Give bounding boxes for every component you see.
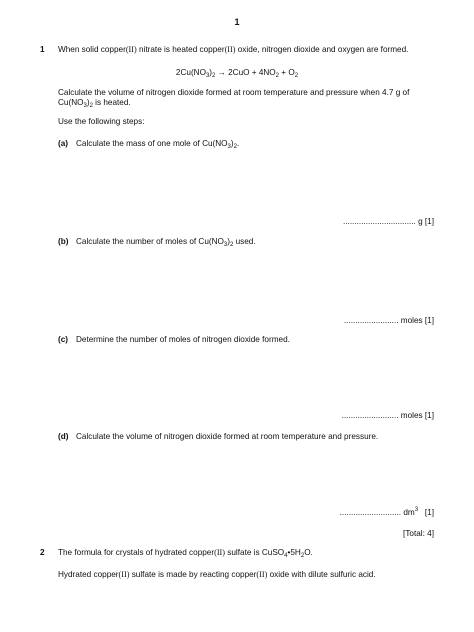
part-a-question: Calculate the mass of one mole of $Cu(NO_3)_2$.	[76, 139, 240, 150]
page-number: 1	[234, 17, 240, 27]
steps-intro: Use the following steps:	[58, 117, 145, 126]
part-d-label: (d)	[58, 432, 69, 441]
part-c-label: (c)	[58, 335, 69, 344]
question-1-total: [Total: 4]	[403, 529, 434, 538]
part-d-question: Calculate the volume of nitrogen dioxide formed at room temperature and pressure.	[76, 432, 379, 441]
part-a-label: (a)	[58, 139, 69, 148]
part-b-label: (b)	[58, 237, 69, 246]
question-2-formula-statement: The formula for crystals of hydrated copper(II) sulfate is $CuSO_4•5H_2O$.	[58, 548, 313, 559]
part-c-answer-line[interactable]: ......................... moles [1]	[341, 411, 434, 420]
reaction-equation: $2Cu(NO_3)_2 \to 2CuO + 4NO_2 + O_2$	[175, 68, 299, 79]
question-2-number: 2	[40, 548, 45, 557]
calculate-instruction-line-2: $Cu(NO_3)_2$ is heated.	[58, 98, 131, 109]
part-d-answer-line[interactable]: ........................... $dm^3$ [1]	[339, 507, 434, 517]
part-b-question: Calculate the number of moles of $Cu(NO_3)_2$ used.	[76, 237, 256, 248]
question-2-preparation-statement: Hydrated copper(II) sulfate is made by reacting copper(II) oxide with dilute sulfuric acid.	[58, 570, 376, 579]
calculate-instruction-line-1: Calculate the volume of nitrogen dioxide formed at room temperature and pressure when 4.7 g of	[58, 88, 410, 97]
question-1-number: 1	[40, 45, 45, 54]
part-c-question: Determine the number of moles of nitrogen dioxide formed.	[76, 335, 290, 344]
part-a-answer-line[interactable]: ................................ g [1]	[343, 217, 434, 226]
question-1-intro: When solid copper(II) nitrate is heated copper(II) oxide, nitrogen dioxide and oxygen are formed.	[58, 45, 409, 54]
part-b-answer-line[interactable]: ........................ moles [1]	[343, 316, 434, 325]
